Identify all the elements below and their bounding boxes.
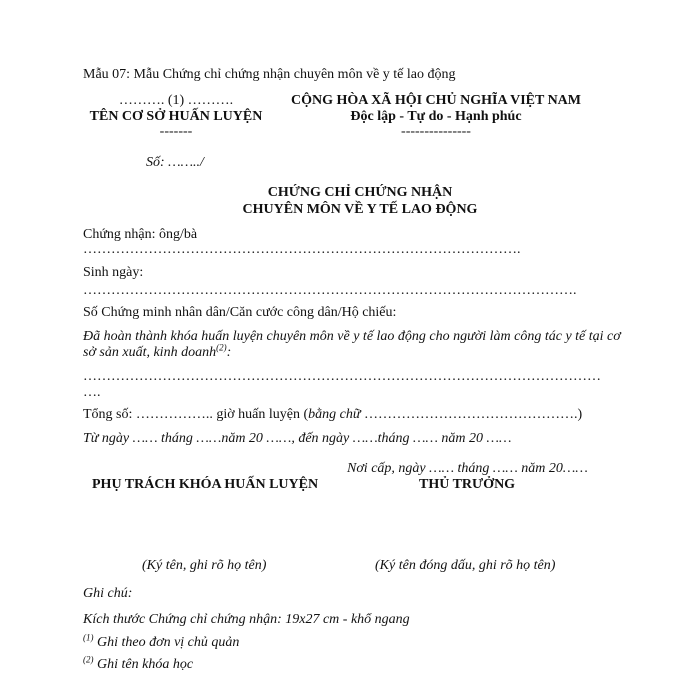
signature-right-title: THỦ TRƯỞNG [419,477,516,492]
certificate-title-line1: CHỨNG CHỈ CHỨNG NHẬN [267,185,453,200]
total-suffix: ……………………………………….) [360,407,583,422]
note-1-text: Ghi theo đơn vị chủ quản [93,635,240,650]
training-facility-name: TÊN CƠ SỞ HUẤN LUYỆN [89,109,263,124]
course-dots-end: …. [83,385,101,400]
note-2 [83,656,193,673]
completed-line1: Đã hoàn thành khóa huấn luyện chuyên môn về y tế lao động cho người làm công tác y tế tại cơ [83,329,621,344]
national-title: CỘNG HÒA XÃ HỘI CHỦ NGHĨA VIỆT NAM [290,93,581,108]
signature-left-note: (Ký tên, ghi rõ họ tên) [142,558,267,573]
note-1 [83,634,239,651]
total-prefix: Tổng số: …………….. giờ huấn luyện ( [83,407,309,422]
completed-text: sở sản xuất, kinh doanh [83,345,217,360]
total-hours [83,406,582,423]
certify-dots: …………………………………………………………………………………. [83,242,521,257]
training-period: Từ ngày …… tháng ……năm 20 ……, đến ngày ……tháng …… năm 20 …… [83,431,512,446]
parent-unit-placeholder: ………. (1) ………. [118,93,234,108]
footnote-mark-2-note: (2) [83,654,94,665]
notes-heading: Ghi chú: [83,586,133,601]
birth-dots: ……………………………………………………………………………………………. [83,283,577,298]
issue-place-date: Nơi cấp, ngày …… tháng …… năm 20…… [347,461,588,476]
certificate-title-line2: CHUYÊN MÔN VỀ Y TẾ LAO ĐỘNG [242,202,478,217]
footnote-mark-2: (2) [216,342,227,353]
note-2-text: Ghi tên khóa học [93,657,194,672]
total-words-label: bằng chữ [308,407,361,422]
signature-right-note: (Ký tên đóng dấu, ghi rõ họ tên) [375,558,556,573]
completed-colon: : [226,345,232,360]
national-motto: Độc lập - Tự do - Hạnh phúc [350,109,522,124]
birth-label: Sinh ngày: [83,265,144,280]
completed-line2 [83,344,231,361]
form-title: Mẫu 07: Mẫu Chứng chỉ chứng nhận chuyên môn về y tế lao động [83,67,456,82]
course-dots: ………………………………………………………………………………………………… [83,369,601,384]
certificate-number: Số: ……../ [146,155,204,170]
right-divider: --------------- [401,124,471,139]
left-divider: ------- [159,124,193,139]
signature-left-title: PHỤ TRÁCH KHÓA HUẤN LUYỆN [92,477,319,492]
notes-size: Kích thước Chứng chỉ chứng nhận: 19x27 cm - khổ ngang [83,612,410,627]
certify-label: Chứng nhận: ông/bà [83,227,198,242]
footnote-mark-1: (1) [83,632,94,643]
id-label: Số Chứng minh nhân dân/Căn cước công dân/Hộ chiếu: [83,305,397,320]
